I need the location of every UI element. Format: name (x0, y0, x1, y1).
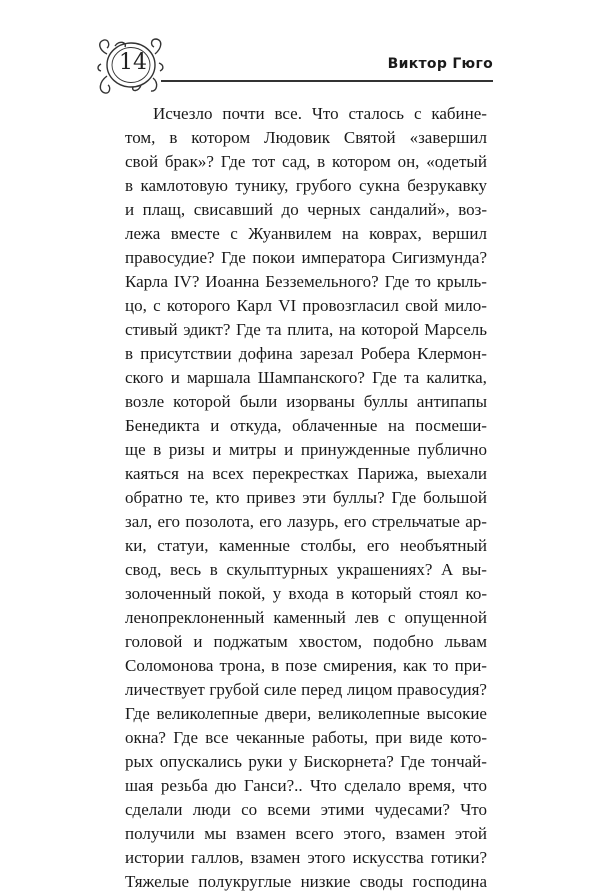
text-line: сделали люди со всеми этими чудесами? Что (125, 800, 487, 819)
text-line: возле которой были изорваны буллы антипапы (125, 392, 487, 411)
text-line: правосудие? Где покои императора Сигизмунда? (125, 248, 487, 267)
body-text (125, 102, 487, 894)
text-line: обратно те, кто привез эти буллы? Где большой (125, 488, 487, 507)
text-line: ленопреклоненный каменный лев с опущенной (125, 608, 487, 627)
text-line: том, в котором Людовик Святой «завершил (125, 128, 487, 147)
text-line: в камлотовую тунику, грубого сукна безрукавку (125, 176, 487, 195)
text-line: шая резьба дю Ганси?.. Что сделало время, что (125, 776, 487, 795)
text-line: Бенедикта и откуда, облаченные на посмеши- (125, 416, 487, 435)
text-line: и плащ, свисавший до черных сандалий», воз- (125, 200, 487, 219)
text-line: свод, весь в скульптурных украшениях? А вы- (125, 560, 487, 579)
text-line: в присутствии дофина зарезал Робера Клермон- (125, 344, 487, 363)
text-line: каяться на всех перекрестках Парижа, выехали (125, 464, 487, 483)
text-line: ского и маршала Шампанского? Где та калитка, (125, 368, 487, 387)
text-line: Карла IV? Иоанна Безземельного? Где то крыль- (125, 272, 487, 291)
page-number: 14 (119, 50, 147, 75)
text-line: головой и поджатым хвостом, подобно львам (125, 632, 487, 651)
running-head-author: Виктор Гюго (387, 56, 493, 72)
text-line: стивый эдикт? Где та плита, на которой Марсель (125, 320, 487, 339)
header-rule (161, 80, 493, 82)
text-line: истории галлов, взамен этого искусства готики? (125, 848, 487, 867)
text-line: Соломонова трона, в позе смирения, как то при- (125, 656, 487, 675)
text-line: ще в ризы и митры и принужденные публично (125, 440, 487, 459)
text-line: цо, с которого Карл VI провозгласил свой мило- (125, 296, 487, 315)
text-line: получили мы взамен всего этого, взамен этой (125, 824, 487, 843)
text-line: Тяжелые полукруглые низкие своды господина (125, 872, 487, 891)
text-line: ки, статуи, каменные столбы, его необъятный (125, 536, 487, 555)
page-header (95, 36, 495, 96)
text-line: свой брак»? Где тот сад, в котором он, «одетый (125, 152, 487, 171)
text-line: Где великолепные двери, великолепные высокие (125, 704, 487, 723)
text-line: личествует грубой силе перед лицом правосудия? (125, 680, 487, 699)
text-line: лежа вместе с Жуанвилем на коврах, вершил (125, 224, 487, 243)
text-line: золоченный покой, у входа в который стоял ко- (125, 584, 487, 603)
text-line: зал, его позолота, его лазурь, его стрельчатые ар- (125, 512, 487, 531)
text-line: рых опускались руки у Бискорнета? Где тончай- (125, 752, 487, 771)
text-line: окна? Где все чеканные работы, при виде кото- (125, 728, 487, 747)
text-line: Исчезло почти все. Что сталось с кабине- (153, 104, 487, 123)
